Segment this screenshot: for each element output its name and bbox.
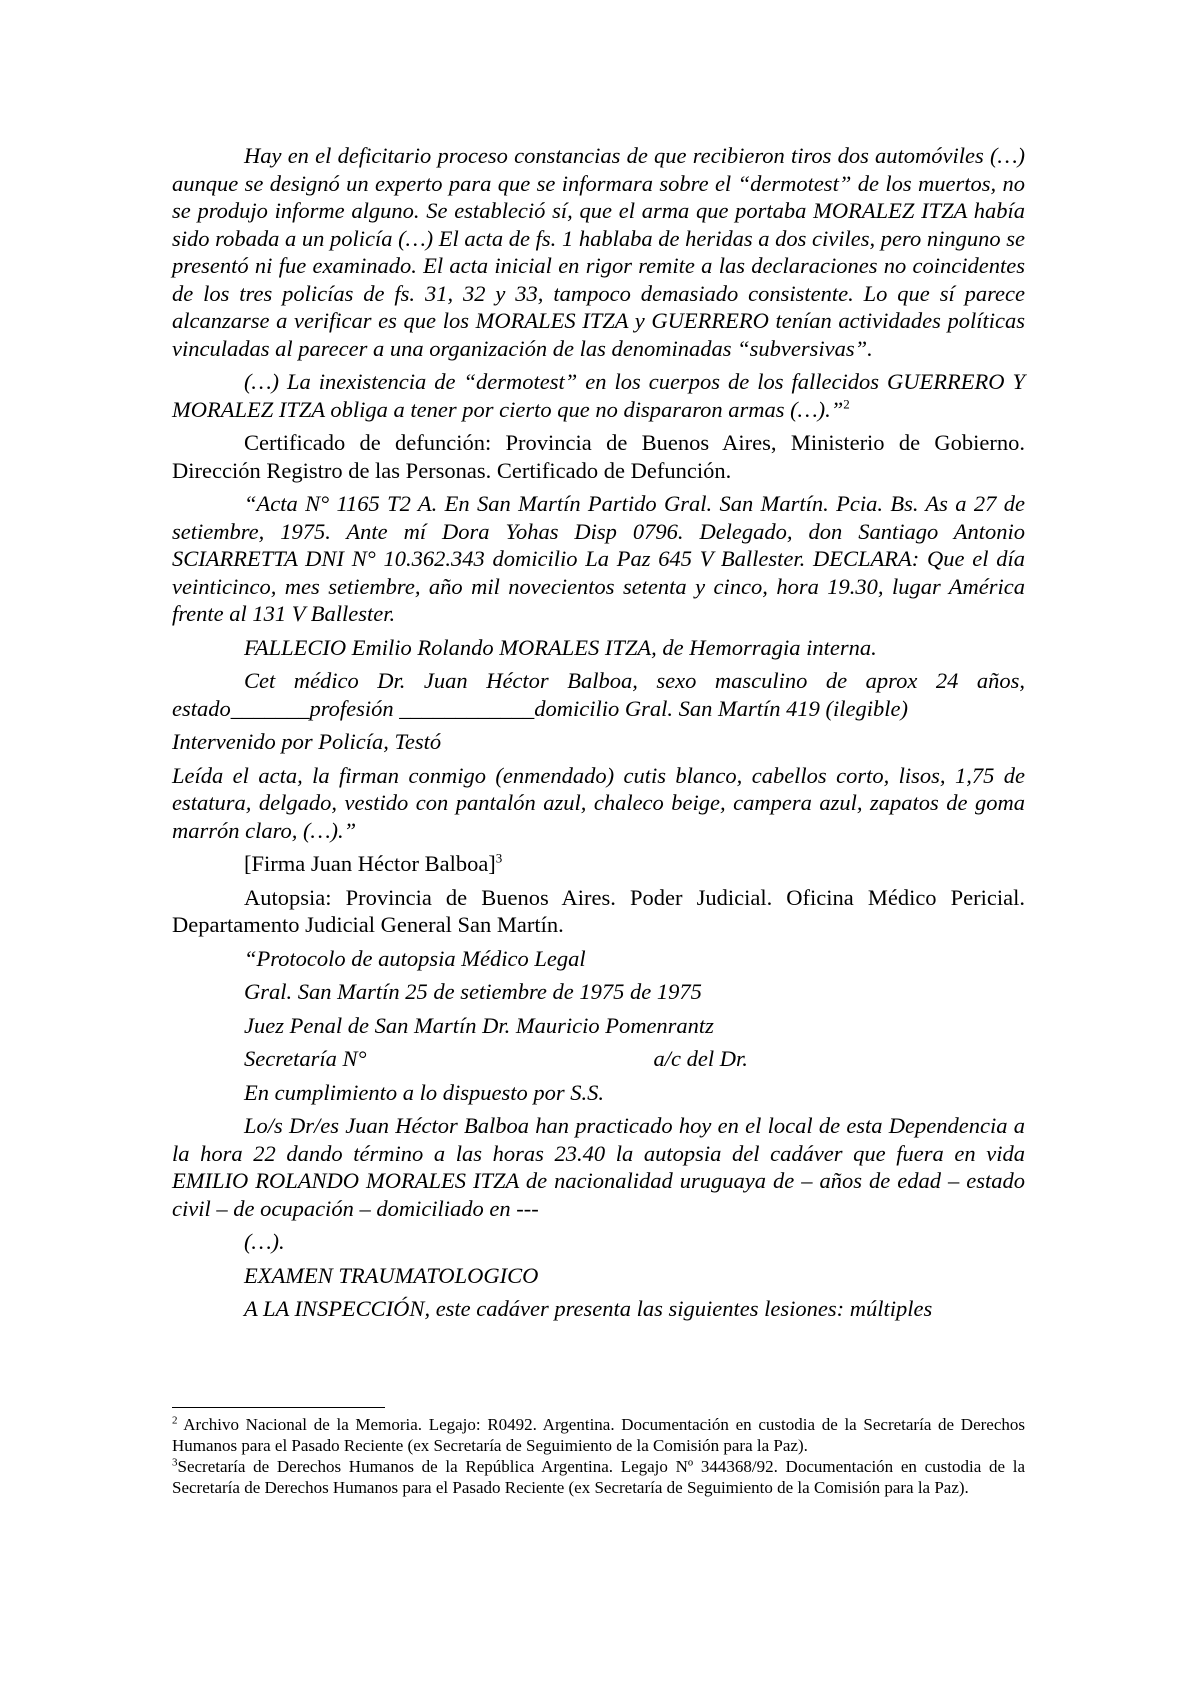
fecha-line: Gral. San Martín 25 de setiembre de 1975 de 1975 bbox=[244, 979, 702, 1004]
footnote-separator bbox=[172, 1407, 385, 1408]
firma-text: [Firma Juan Héctor Balboa] bbox=[244, 851, 496, 876]
autopsia-text: Autopsia: Provincia de Buenos Aires. Poder Judicial. Oficina Médico Pericial. Departamento Judicial General San Martín. bbox=[172, 884, 1025, 937]
examen-heading: EXAMEN TRAUMATOLOGICO bbox=[244, 1262, 539, 1288]
death-certificate-paragraph bbox=[172, 429, 1025, 484]
footnote-2-text: Archivo Nacional de la Memoria. Legajo: R0492. Argentina. Documentación en custodia de la Secretaría de Derechos Humanos para el Pasado Reciente (ex Secretaría de Seguimiento de la Comisión para la Paz). bbox=[172, 1415, 1025, 1455]
cumplimiento-line: En cumplimiento a lo dispuesto por S.S. bbox=[244, 1079, 604, 1105]
autopsia-paragraph bbox=[172, 884, 1025, 939]
footnotes bbox=[172, 1414, 1025, 1498]
ellipsis-line: (…). bbox=[244, 1229, 285, 1254]
doctores-paragraph bbox=[172, 1112, 1025, 1222]
medico-paragraph bbox=[172, 667, 1025, 722]
footnote-ref-2: 2 bbox=[843, 396, 850, 411]
firma-paragraph bbox=[172, 850, 1025, 878]
inspeccion-paragraph bbox=[172, 1295, 1025, 1323]
footnote-2-number: 2 bbox=[172, 1414, 178, 1427]
leida-paragraph bbox=[172, 762, 1025, 845]
intervenido-text: Intervenido por Policía, Testó bbox=[172, 729, 442, 754]
intervenido-paragraph bbox=[172, 728, 1025, 756]
doctores-text: Lo/s Dr/es Juan Héctor Balboa han practicado hoy en el local de esta Dependencia a la hora 22 dando término a las horas 23.40 la autopsia del cadáver que fuera en vida EMILIO ROLANDO MORALES ITZA de nacionalidad uruguaya de – años de edad – estado civil – de ocupación – domiciliado en --- bbox=[172, 1113, 1025, 1221]
footnote-2 bbox=[172, 1414, 1025, 1456]
quote-paragraph-2-text: (…) La inexistencia de “dermotest” en los cuerpos de los fallecidos GUERRERO Y MORALEZ ITZA obliga a tener por cierto que no dispararon armas (…).” bbox=[172, 369, 1025, 422]
medico-text: Cet médico Dr. Juan Héctor Balboa, sexo masculino de aprox 24 años, estado_______profesión ____________domicilio Gral. San Martín 419 (ilegible) bbox=[172, 668, 1025, 721]
footnote-3-number: 3 bbox=[172, 1456, 178, 1469]
secretaria-line bbox=[244, 1045, 1025, 1073]
fallecio-text: FALLECIO Emilio Rolando MORALES ITZA, de Hemorragia interna. bbox=[244, 634, 877, 660]
quote-paragraph-2 bbox=[172, 368, 1025, 423]
fallecio-paragraph bbox=[172, 634, 1025, 662]
leida-text: Leída el acta, la firman conmigo (enmendado) cutis blanco, cabellos corto, lisos, 1,75 de estatura, delgado, vestido con pantalón azul, chaleco beige, campera azul, zapatos de goma marrón claro, (…).” bbox=[172, 762, 1025, 843]
protocolo-line: “Protocolo de autopsia Médico Legal bbox=[244, 945, 586, 971]
juez-line: Juez Penal de San Martín Dr. Mauricio Pomenrantz bbox=[244, 1012, 714, 1038]
quote-paragraph-1 bbox=[172, 142, 1025, 362]
document-body bbox=[172, 142, 1025, 1329]
footnote-3-text: Secretaría de Derechos Humanos de la República Argentina. Legajo Nº 344368/92. Documentación en custodia de la Secretaría de Derechos Humanos para el Pasado Reciente (ex Secretaría de Seguimiento de la Comisión para la Paz). bbox=[172, 1457, 1025, 1497]
footnote-ref-3: 3 bbox=[495, 850, 503, 866]
acta-text: “Acta N° 1165 T2 A. En San Martín Partido Gral. San Martín. Pcia. Bs. As a 27 de setiembre, 1975. Ante mí Dora Yohas Disp 0796. Delegado, don Santiago Antonio SCIARRETTA DNI N° 10.362.343 domicilio La Paz 645 V Ballester. DECLARA: Que el día veinticinco, mes setiembre, año mil novecientos setenta y cinco, hora 19.30, lugar América frente al 131 V Ballester. bbox=[172, 491, 1025, 626]
acta-paragraph bbox=[172, 490, 1025, 628]
ac-del-dr-label: a/c del Dr. bbox=[653, 1046, 748, 1071]
death-certificate-text: Certificado de defunción: Provincia de Buenos Aires, Ministerio de Gobierno. Dirección Registro de las Personas. Certificado de Defunción. bbox=[172, 430, 1025, 483]
inspeccion-text: A LA INSPECCIÓN, este cadáver presenta las siguientes lesiones: múltiples bbox=[244, 1296, 933, 1321]
quote-paragraph-1-text: Hay en el deficitario proceso constancias de que recibieron tiros dos automóviles (…) aunque se designó un experto para que se informara sobre el “dermotest” de los muertos, no se produjo informe alguno. Se estableció sí, que el arma que portaba MORALEZ ITZA había sido robada a un policía (…) El acta de fs. 1 hablaba de heridas a dos civiles, pero ninguno se presentó ni fue examinado. El acta inicial en rigor remite a las declaraciones no coincidentes de los tres policías de fs. 31, 32 y 33, tampoco demasiado consistente. Lo que sí parece alcanzarse a verificar es que los MORALES ITZA y GUERRERO tenían actividades políticas vinculadas al parecer a una organización de las denominadas “subversivas”. bbox=[172, 143, 1025, 361]
footnote-3 bbox=[172, 1456, 1025, 1498]
secretaria-label: Secretaría N° bbox=[244, 1046, 367, 1071]
